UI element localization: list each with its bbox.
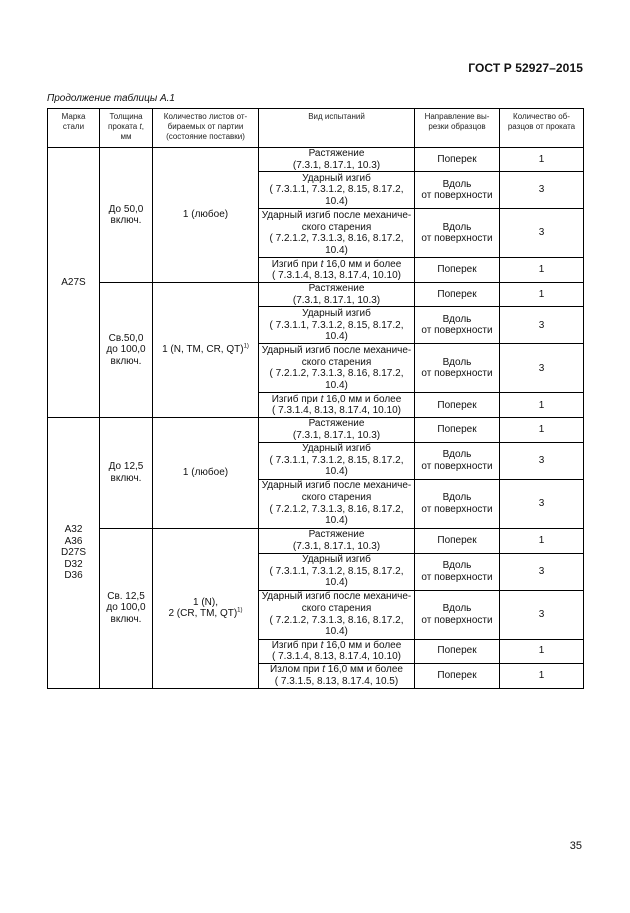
- sheets-cell: 1 (любое): [153, 148, 259, 283]
- test-type-cell: Ударный изгиб ( 7.3.1.1, 7.3.1.2, 8.15, 8.17.2, 10.4): [259, 553, 415, 590]
- sample-count-cell: 1: [500, 283, 584, 307]
- direction-cell: Вдоль от поверхности: [415, 442, 500, 479]
- test-type-cell: Ударный изгиб после механиче- ского старения ( 7.2.1.2, 7.3.1.3, 8.16, 8.17.2, 10.4): [259, 344, 415, 393]
- sheets-cell: 1 (N), 2 (CR, TM, QT)$^{1)}$: [153, 528, 259, 688]
- col-header-count: Количество об- разцов от проката: [500, 109, 584, 148]
- table-caption: Продолжение таблицы А.1: [47, 93, 175, 104]
- test-type-cell: Ударный изгиб ( 7.3.1.1, 7.3.1.2, 8.15, 8.17.2, 10.4): [259, 442, 415, 479]
- test-type-cell: Ударный изгиб ( 7.3.1.1, 7.3.1.2, 8.15, 8.17.2, 10.4): [259, 307, 415, 344]
- table-row: [48, 283, 584, 307]
- direction-cell: Вдоль от поверхности: [415, 553, 500, 590]
- steel-grade-cell: A32 A36 D27S D32 D36: [48, 418, 100, 688]
- direction-cell: Вдоль от поверхности: [415, 590, 500, 639]
- direction-cell: Поперек: [415, 258, 500, 283]
- direction-cell: Вдоль от поверхности: [415, 344, 500, 393]
- test-type-cell: Излом при t 16,0 мм и более ( 7.3.1.5, 8.13, 8.17.4, 10.5): [259, 663, 415, 688]
- sample-count-cell: 3: [500, 553, 584, 590]
- direction-cell: Поперек: [415, 663, 500, 688]
- test-type-cell: Растяжение (7.3.1, 8.17.1, 10.3): [259, 418, 415, 442]
- sample-count-cell: 3: [500, 172, 584, 209]
- sample-count-cell: 1: [500, 258, 584, 283]
- direction-cell: Вдоль от поверхности: [415, 479, 500, 528]
- steel-grade-cell: A27S: [48, 148, 100, 418]
- test-type-cell: Изгиб при t 16,0 мм и более ( 7.3.1.4, 8.13, 8.17.4, 10.10): [259, 258, 415, 283]
- direction-cell: Вдоль от поверхности: [415, 307, 500, 344]
- col-header-sheets: Количество листов от- бираемых от партии (состояние поставки): [153, 109, 259, 148]
- col-header-direction: Направление вы- резки образцов: [415, 109, 500, 148]
- test-type-cell: Ударный изгиб после механиче- ского старения ( 7.2.1.2, 7.3.1.3, 8.16, 8.17.2, 10.4): [259, 209, 415, 258]
- direction-cell: Поперек: [415, 148, 500, 172]
- sample-count-cell: 3: [500, 479, 584, 528]
- thickness-cell: Св.50,0 до 100,0 включ.: [100, 283, 153, 418]
- table-body: [48, 148, 584, 689]
- direction-cell: Вдоль от поверхности: [415, 209, 500, 258]
- sample-count-cell: 3: [500, 307, 584, 344]
- test-type-cell: Растяжение (7.3.1, 8.17.1, 10.3): [259, 148, 415, 172]
- table-row: [48, 418, 584, 442]
- sample-count-cell: 1: [500, 418, 584, 442]
- sample-count-cell: 1: [500, 663, 584, 688]
- direction-cell: Поперек: [415, 528, 500, 553]
- col-header-grade: Марка стали: [48, 109, 100, 148]
- sample-count-cell: 3: [500, 590, 584, 639]
- col-header-thickness: Толщина проката t, мм: [100, 109, 153, 148]
- sample-count-cell: 1: [500, 393, 584, 418]
- sample-count-cell: 1: [500, 639, 584, 663]
- direction-cell: Поперек: [415, 283, 500, 307]
- table-header-row: [48, 109, 584, 148]
- thickness-cell: До 50,0 включ.: [100, 148, 153, 283]
- test-type-cell: Изгиб при t 16,0 мм и более ( 7.3.1.4, 8.13, 8.17.4, 10.10): [259, 639, 415, 663]
- sample-count-cell: 3: [500, 344, 584, 393]
- col-header-test-type: Вид испытаний: [259, 109, 415, 148]
- thickness-cell: До 12,5 включ.: [100, 418, 153, 528]
- thickness-cell: Св. 12,5 до 100,0 включ.: [100, 528, 153, 688]
- sheets-cell: 1 (любое): [153, 418, 259, 528]
- page-number: 35: [569, 840, 582, 852]
- direction-cell: Поперек: [415, 418, 500, 442]
- test-type-cell: Ударный изгиб после механиче- ского старения ( 7.2.1.2, 7.3.1.3, 8.16, 8.17.2, 10.4): [259, 590, 415, 639]
- direction-cell: Поперек: [415, 639, 500, 663]
- sample-count-cell: 1: [500, 528, 584, 553]
- test-type-cell: Ударный изгиб после механиче- ского старения ( 7.2.1.2, 7.3.1.3, 8.16, 8.17.2, 10.4): [259, 479, 415, 528]
- direction-cell: Поперек: [415, 393, 500, 418]
- test-type-cell: Ударный изгиб ( 7.3.1.1, 7.3.1.2, 8.15, 8.17.2, 10.4): [259, 172, 415, 209]
- test-type-cell: Изгиб при t 16,0 мм и более ( 7.3.1.4, 8.13, 8.17.4, 10.10): [259, 393, 415, 418]
- sample-count-cell: 1: [500, 148, 584, 172]
- test-type-cell: Растяжение (7.3.1, 8.17.1, 10.3): [259, 283, 415, 307]
- table-row: [48, 148, 584, 172]
- test-type-cell: Растяжение (7.3.1, 8.17.1, 10.3): [259, 528, 415, 553]
- sheets-cell: 1 (N, TM, CR, QT)$^{1)}$: [153, 283, 259, 418]
- direction-cell: Вдоль от поверхности: [415, 172, 500, 209]
- test-table: [47, 108, 584, 689]
- table-row: [48, 528, 584, 553]
- sample-count-cell: 3: [500, 442, 584, 479]
- sample-count-cell: 3: [500, 209, 584, 258]
- document-id: ГОСТ Р 52927–2015: [468, 61, 583, 75]
